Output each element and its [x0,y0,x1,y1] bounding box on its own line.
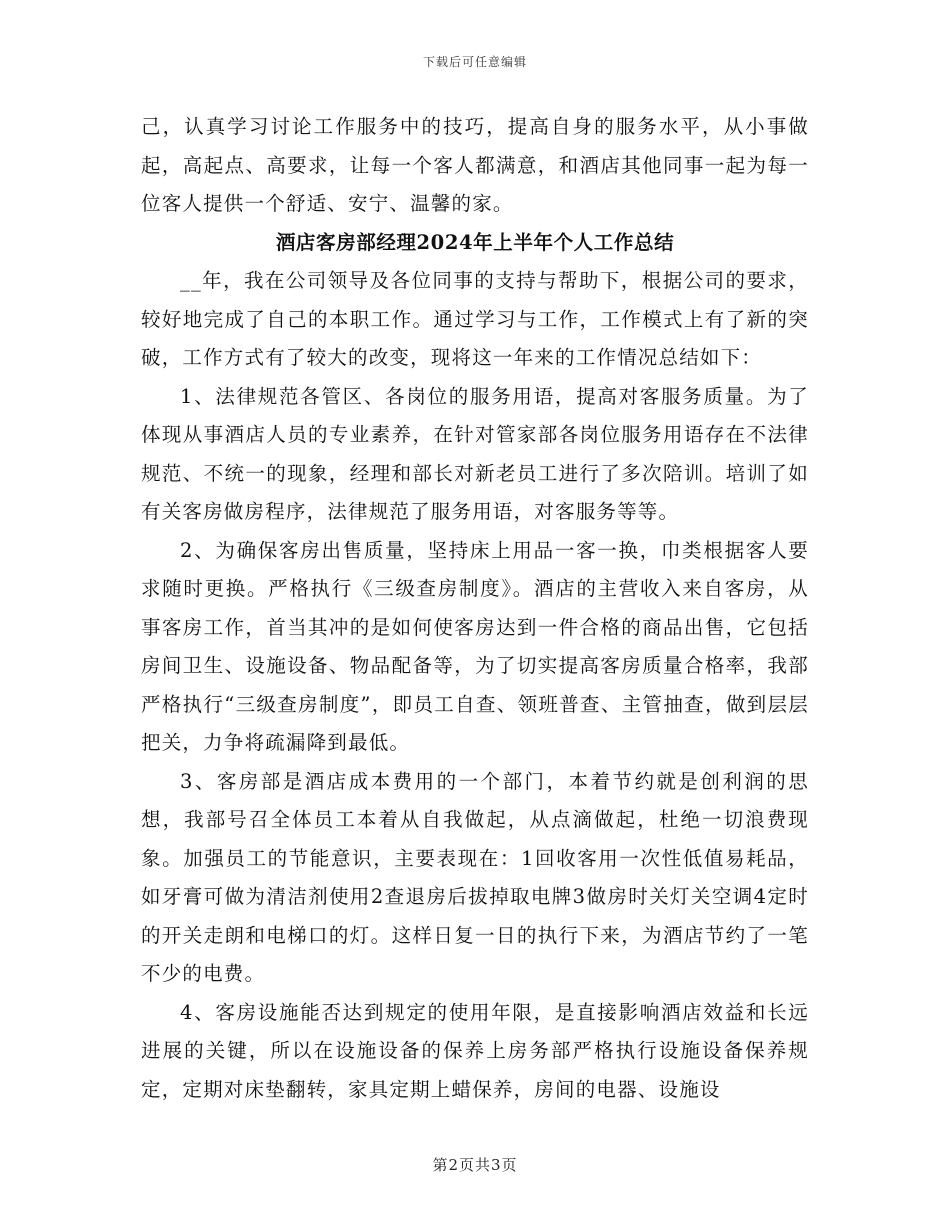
document-title: 酒店客房部经理2024年上半年个人工作总结 [275,230,675,254]
body-paragraph-3: 2、为确保客房出售质量，坚持床上用品一客一换，巾类根据客人要求随时更换。严格执行《三级查房制度》。酒店的主营收入来自客房，从事客房工作，首当其冲的是如何使客房达到一件合格的商品出售，它包括房间卫生、设施设备、物品配备等，为了切实提高客房质量合格率，我部严格执行“三级查房制度”，即员工自查、领班普查、主管抽查，做到层层把关，力争将疏漏降到最低。 [141,538,809,754]
document-body [141,108,809,1109]
body-paragraph-1: __年，我在公司领导及各位同事的支持与帮助下，根据公司的要求，较好地完成了自己的本职工作。通过学习与工作，工作模式上有了新的突破，工作方式有了较大的改变，现将这一年来的工作情况总结如下： [141,269,809,369]
page-header: 下载后可任意编辑 [422,55,527,69]
intro-paragraph: 己，认真学习讨论工作服务中的技巧，提高自身的服务水平，从小事做起，高起点、高要求，让每一个客人都满意，和酒店其他同事一起为每一位客人提供一个舒适、安宁、温馨的家。 [141,115,809,215]
body-paragraph-5: 4、客房设施能否达到规定的使用年限，是直接影响酒店效益和长远进展的关键，所以在设施设备的保养上房务部严格执行设施设备保养规定，定期对床垫翻转，家具定期上蜡保养，房间的电器、设施设 [141,1000,809,1101]
body-paragraph-4: 3、客房部是酒店成本费用的一个部门，本着节约就是创利润的思想，我部号召全体员工本着从自我做起，从点滴做起，杜绝一切浪费现象。加强员工的节能意识，主要表现在：1回收客用一次性低值易耗品，如牙膏可做为清洁剂使用2查退房后拔掉取电牌3做房时关灯关空调4定时的开关走朗和电梯口的灯。这样日复一日的执行下来，为酒店节约了一笔不少的电费。 [141,769,809,985]
body-paragraph-2: 1、法律规范各管区、各岗位的服务用语，提高对客服务质量。为了体现从事酒店人员的专业素养，在针对管家部各岗位服务用语存在不法律规范、不统一的现象，经理和部长对新老员工进行了多次陪训。培训了如有关客房做房程序，法律规范了服务用语，对客服务等等。 [141,384,809,523]
page-number: 第2页共3页 [432,1156,518,1174]
